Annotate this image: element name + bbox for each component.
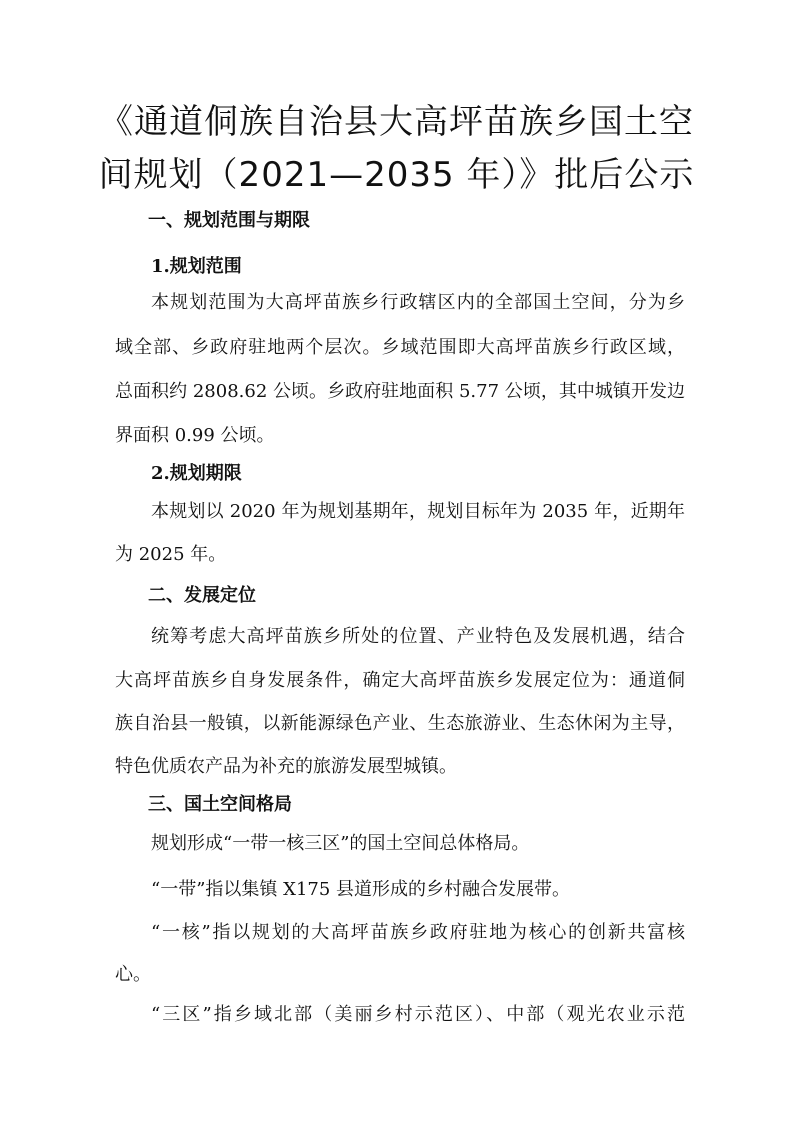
paragraph-line: 本规划范围为大高坪苗族乡行政辖区内的全部国土空间，分为乡: [151, 292, 685, 313]
section-heading-positioning: 二、发展定位: [148, 585, 256, 606]
paragraph-line: 大高坪苗族乡自身发展条件，确定大高坪苗族乡发展定位为：通道侗: [115, 670, 685, 691]
paragraph-line: 本规划以 2020 年为规划基期年，规划目标年为 2035 年，近期年: [151, 501, 685, 522]
section-heading-spatial-pattern: 三、国土空间格局: [148, 794, 292, 815]
paragraph-line: 域全部、乡政府驻地两个层次。乡域范围即大高坪苗族乡行政区域，: [115, 337, 685, 358]
paragraph-line: 族自治县一般镇，以新能源绿色产业、生态旅游业、生态休闲为主导，: [115, 713, 685, 734]
document-title-line-2: 间规划（2021—2035 年）》批后公示: [98, 155, 695, 195]
paragraph-line: “三区”指乡域北部（美丽乡村示范区）、中部（观光农业示范: [151, 1004, 685, 1025]
document-title-line-1: 《通道侗族自治县大高坪苗族乡国土空: [99, 102, 694, 142]
paragraph-line: 规划形成“一带一核三区”的国土空间总体格局。: [151, 833, 530, 854]
subsection-heading-scope: 1.规划范围: [151, 256, 242, 277]
paragraph-line: 界面积 0.99 公顷。: [115, 425, 275, 446]
section-heading-scope-period: 一、规划范围与期限: [148, 210, 310, 231]
paragraph-line: 总面积约 2808.62 公顷。乡政府驻地面积 5.77 公顷，其中城镇开发边: [115, 381, 685, 402]
paragraph-line: 心。: [115, 964, 151, 985]
paragraph-line: 统筹考虑大高坪苗族乡所处的位置、产业特色及发展机遇，结合: [151, 626, 685, 647]
paragraph-line: “一核”指以规划的大高坪苗族乡政府驻地为核心的创新共富核: [151, 922, 685, 943]
subsection-heading-period: 2.规划期限: [151, 463, 242, 484]
paragraph-line: “一带”指以集镇 X175 县道形成的乡村融合发展带。: [151, 879, 571, 900]
paragraph-line: 为 2025 年。: [115, 544, 227, 565]
paragraph-line: 特色优质农产品为补充的旅游发展型城镇。: [115, 756, 457, 777]
